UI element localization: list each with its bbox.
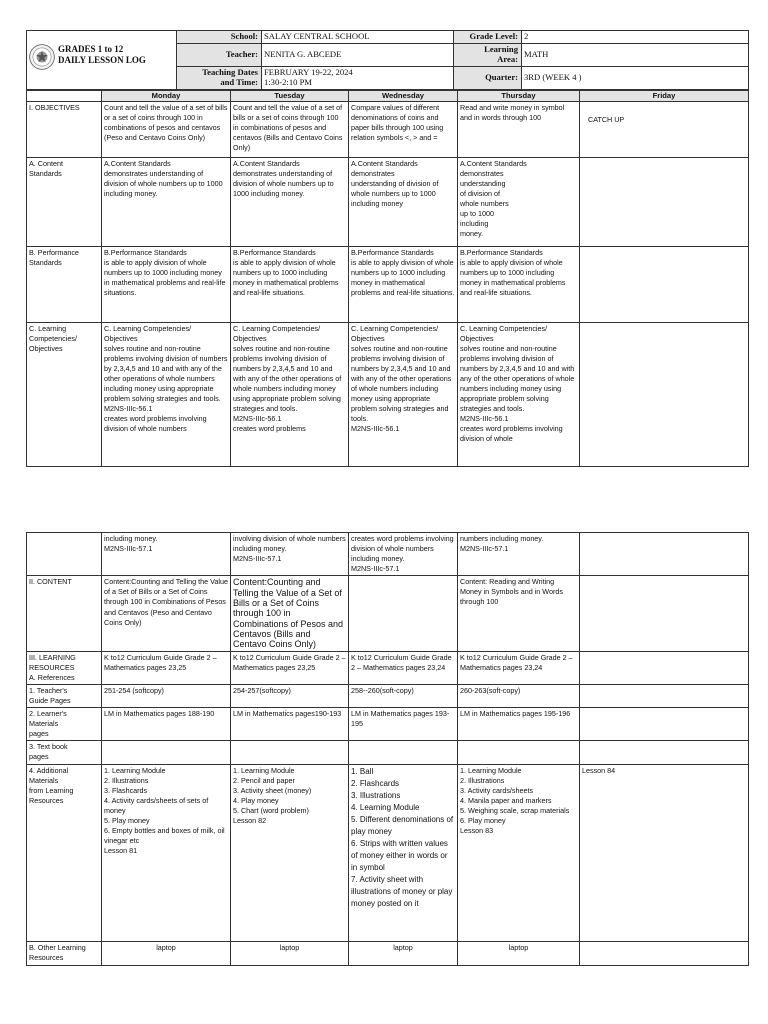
grade-level-value: 2 — [522, 31, 749, 44]
row-label: I. OBJECTIVES — [27, 101, 102, 157]
performance-standards-row — [27, 246, 749, 322]
thursday-competency-cont: numbers including money. M2NS-IIIc-57.1 — [458, 533, 580, 576]
deped-seal-icon — [29, 44, 55, 70]
tuesday-competency-cont: involving division of whole numbers including money. M2NS-IIIc-57.1 — [231, 533, 349, 576]
lesson-log-page-2 — [26, 532, 748, 966]
row-label: C. Learning Competencies/ Objectives — [27, 322, 102, 466]
monday-competency-cont: including money. M2NS-IIIc-57.1 — [102, 533, 231, 576]
thursday-teacher-guide: 260-263(soft-copy) — [458, 684, 580, 707]
wednesday-learner-materials: LM in Mathematics pages 193-195 — [349, 708, 458, 741]
tuesday-teacher-guide: 254-257(softcopy) — [231, 684, 349, 707]
quarter-value: 3RD (WEEK 4 ) — [522, 66, 749, 89]
lesson-table-page-2 — [26, 532, 749, 966]
row-label: A. Content Standards — [27, 157, 102, 246]
day-thursday: Thursday — [458, 90, 580, 101]
row-label: III. LEARNING RESOURCES A. References — [27, 651, 102, 684]
quarter-label: Quarter: — [454, 66, 522, 89]
monday-competency: C. Learning Competencies/ Objectives solves routine and non-routine problems involving division of numbers by 2,3,4,5 and 10 and with any of the other operations of whole numbers including money using appropriate problem solving strategies and tools. M2NS-IIIc-56.1 creates word problems involving division of whole numbers — [102, 322, 231, 466]
competencies-row — [27, 322, 749, 466]
wednesday-competency-cont: creates word problems involving division of whole numbers including money. M2NS-IIIc-57.1 — [349, 533, 458, 576]
row-label: II. CONTENT — [27, 576, 102, 651]
school-value: SALAY CENTRAL SCHOOL — [262, 31, 454, 44]
teaching-dates-label: Teaching Dates and Time: — [177, 66, 262, 89]
content-standards-row — [27, 157, 749, 246]
tuesday-reference: K to12 Curriculum Guide Grade 2 – Mathematics pages 23,25 — [231, 651, 349, 684]
tuesday-performance-standard: B.Performance Standards is able to apply division of whole numbers up to 1000 including money in mathematical problems and real-life situations. — [231, 246, 349, 322]
teacher-label: Teacher: — [177, 43, 262, 66]
monday-performance-standard: B.Performance Standards is able to apply division of whole numbers up to 1000 including money in mathematical problems and real-life situations. — [102, 246, 231, 322]
teacher-value: NENITA G. ABCEDE — [262, 43, 454, 66]
day-wednesday: Wednesday — [349, 90, 458, 101]
thursday-competency: C. Learning Competencies/ Objectives solves routine and non-routine problems involving division of numbers by 2,3,4,5 and 10 and with any of the other operations of whole numbers including money using appropriate problem solving strategies and tools. M2NS-IIIc-56.1 creates word problems involving division of whole — [458, 322, 580, 466]
logo-title-cell — [27, 31, 177, 90]
wednesday-objective: Compare values of different denominations of coins and paper bills through 100 using relation symbols <, > and = — [349, 101, 458, 157]
row-label: 4. Additional Materials from Learning Resources — [27, 764, 102, 941]
wednesday-content — [349, 576, 458, 651]
tuesday-competency: C. Learning Competencies/ Objectives solves routine and non-routine problems involving division of numbers by 2,3,4,5 and 10 and with any of the other operations of whole numbers including money using appropriate problem solving strategies and tools. M2NS-IIIc-56.1 creates word problems — [231, 322, 349, 466]
tuesday-objective: Count and tell the value of a set of bills or a set of coins through 100 in combinations of pesos and centavos (Bills and Centavo Coins Only) — [231, 101, 349, 157]
teacher-guide-row — [27, 684, 749, 707]
thursday-reference: K to12 Curriculum Guide Grade 2 – Mathematics pages 23,24 — [458, 651, 580, 684]
monday-reference: K to12 Curriculum Guide Grade 2 – Mathematics pages 23,25 — [102, 651, 231, 684]
row-label: B. Performance Standards — [27, 246, 102, 322]
wednesday-other: laptop — [349, 941, 458, 965]
lesson-table-page-1 — [26, 90, 749, 467]
monday-additional: 1. Learning Module 2. Illustrations 3. Flashcards 4. Activity cards/sheets of sets of money 5. Play money 6. Empty bottles and boxes of milk, oil vinegar etc Lesson 81 — [102, 764, 231, 941]
header-table — [26, 30, 749, 90]
monday-objective: Count and tell the value of a set of bills or a set of coins through 100 in combinations of pesos and centavos (Peso and Centavo Coins Only) — [102, 101, 231, 157]
lesson-log-page-1 — [26, 30, 748, 467]
day-friday: Friday — [580, 90, 749, 101]
thursday-content: Content: Reading and Writing Money in Symbols and in Words through 100 — [458, 576, 580, 651]
day-monday: Monday — [102, 90, 231, 101]
row-label: B. Other Learning Resources — [27, 941, 102, 965]
row-label: 3. Text book pages — [27, 741, 102, 764]
document-title: GRADES 1 to 12 DAILY LESSON LOG — [58, 43, 146, 66]
content-row — [27, 576, 749, 651]
competencies-continued-row — [27, 533, 749, 576]
wednesday-reference: K to12 Curriculum Guide Grade 2 – Mathematics pages 23,24 — [349, 651, 458, 684]
learner-materials-row — [27, 708, 749, 741]
references-row — [27, 651, 749, 684]
objectives-row — [27, 101, 749, 157]
friday-additional: Lesson 84 — [580, 764, 749, 941]
learning-area-label: Learning Area: — [454, 43, 522, 66]
wednesday-performance-standard: B.Performance Standards is able to apply division of whole numbers up to 1000 including money in mathematical problems and real-life situations. — [349, 246, 458, 322]
wednesday-competency: C. Learning Competencies/ Objectives solves routine and non-routine problems involving division of numbers by 2,3,4,5 and 10 and with any of the other operations of whole numbers including money using appropriate problem solving strategies and tools. M2NS-IIIc-56.1 — [349, 322, 458, 466]
thursday-other: laptop — [458, 941, 580, 965]
grade-level-label: Grade Level: — [454, 31, 522, 44]
other-resources-row — [27, 941, 749, 965]
monday-content-standard: A.Content Standards demonstrates understanding of division of whole numbers up to 1000 including money. — [102, 157, 231, 246]
teaching-dates-value: FEBRUARY 19-22, 2024 1:30-2:10 PM — [262, 66, 454, 89]
thursday-additional: 1. Learning Module 2. Illustrations 3. Activity cards/sheets 4. Manila paper and markers 5. Weighing scale, scrap materials 6. Play money Lesson 83 — [458, 764, 580, 941]
monday-content: Content:Counting and Telling the Value of a Set of Bills or a Set of Coins through 100 in Combinations of Pesos and Centavos (Peso and Centavo Coins Only) — [102, 576, 231, 651]
thursday-learner-materials: LM in Mathematics pages 195-196 — [458, 708, 580, 741]
textbook-row — [27, 741, 749, 764]
tuesday-content-standard: A.Content Standards demonstrates understanding of division of whole numbers up to 1000 including money. — [231, 157, 349, 246]
day-header-row — [27, 90, 749, 101]
monday-learner-materials: LM in Mathematics pages 188-190 — [102, 708, 231, 741]
school-label: School: — [177, 31, 262, 44]
monday-other: laptop — [102, 941, 231, 965]
wednesday-content-standard: A.Content Standards demonstrates understanding of division of whole numbers up to 1000 including money — [349, 157, 458, 246]
thursday-performance-standard: B.Performance Standards is able to apply division of whole numbers up to 1000 including money in mathematical problems and real-life situations. — [458, 246, 580, 322]
wednesday-additional: 1. Ball 2. Flashcards 3. Illustrations 4. Learning Module 5. Different denominations of play money 6. Strips with written values of money either in words or in symbol 7. Activity sheet with illustrations of money or play money posted on it — [349, 764, 458, 941]
tuesday-learner-materials: LM in Mathematics pages190-193 — [231, 708, 349, 741]
row-label: 1. Teacher's Guide Pages — [27, 684, 102, 707]
tuesday-additional: 1. Learning Module 2. Pencil and paper 3. Activity sheet (money) 4. Play money 5. Chart (word problem) Lesson 82 — [231, 764, 349, 941]
tuesday-other: laptop — [231, 941, 349, 965]
learning-area-value: MATH — [522, 43, 749, 66]
wednesday-teacher-guide: 258--260(soft-copy) — [349, 684, 458, 707]
tuesday-content: Content:Counting and Telling the Value of a Set of Bills or a Set of Coins through 100 in Combinations of Pesos and Centavos (Bills and Centavo Coins Only) — [231, 576, 349, 651]
day-tuesday: Tuesday — [231, 90, 349, 101]
friday-objective: CATCH UP — [580, 101, 749, 157]
row-label: 2. Learner's Materials pages — [27, 708, 102, 741]
additional-materials-row — [27, 764, 749, 941]
thursday-objective: Read and write money in symbol and in words through 100 — [458, 101, 580, 157]
monday-teacher-guide: 251-254 (softcopy) — [102, 684, 231, 707]
thursday-content-standard: A.Content Standards demonstrates understanding of division of whole numbers up to 1000 including money. — [458, 157, 580, 246]
